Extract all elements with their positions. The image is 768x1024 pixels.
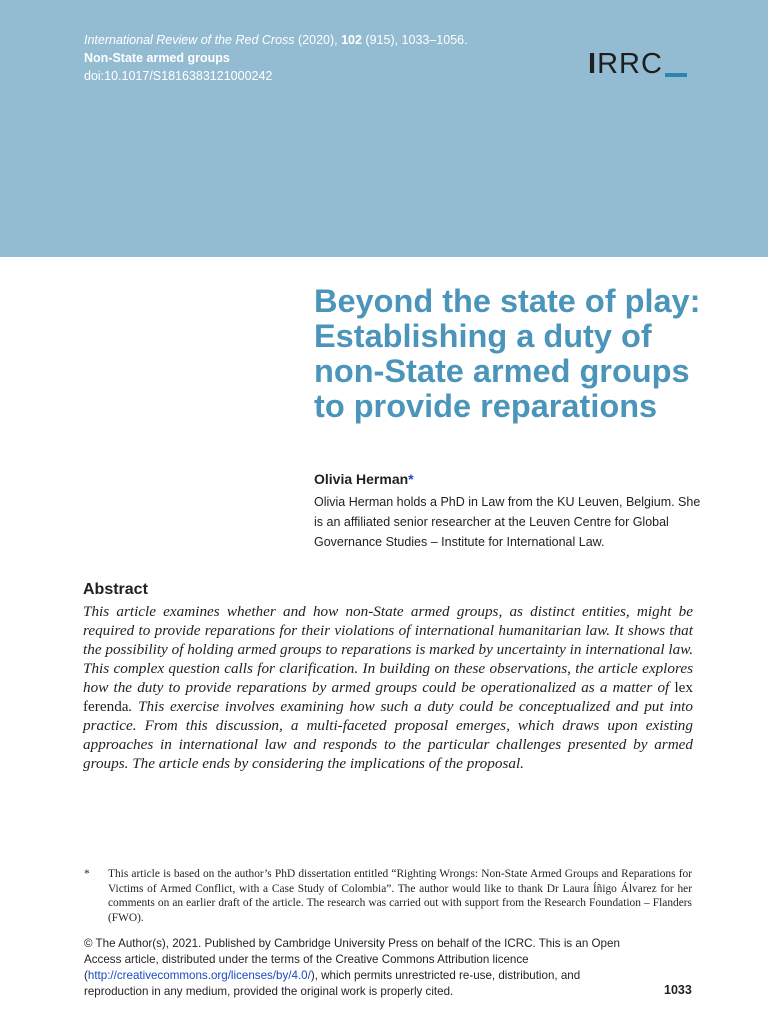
doi-link[interactable]: doi:10.1017/S1816383121000242 xyxy=(84,69,273,83)
journal-volume: 102 xyxy=(341,33,362,47)
irrc-logo xyxy=(588,48,687,80)
citation-line xyxy=(84,31,468,49)
author-bio: Olivia Herman holds a PhD in Law from the KU Leuven, Belgium. She is an affiliated senior researcher at the Leuven Centre for Global Governance Studies – Institute for International Law. xyxy=(314,495,701,549)
license-link[interactable]: http://creativecommons.org/licenses/by/4.0/ xyxy=(87,969,311,982)
journal-issue-pages: (915), 1033–1056. xyxy=(361,33,468,47)
journal-name: International Review of the Red Cross xyxy=(84,33,295,47)
logo-letters: RRC xyxy=(597,48,663,80)
footnote-text: This article is based on the author’s PhD dissertation entitled “Righting Wrongs: Non-State Armed Groups and Reparations for Victims of Armed Conflict, with a Case Study of Colombia”. The author would like to thank Dr Laura Íñigo Álvarez for her comments on an earlier draft of the article. The research was carried out with support from the Research Foundation – Flanders (FWO). xyxy=(108,868,692,924)
journal-year: (2020), xyxy=(294,33,342,47)
abstract-text-part-1: This article examines whether and how non-State armed groups, as distinct entities, might be required to provide reparations for their violations of international humanitarian law. It shows that the possibility of holding armed groups to reparations is marked by uncertainty in international law. This complex question calls for clarification. In building on these observations, the article explores how the duty to provide reparations by armed groups could be operationalized as a matter of xyxy=(83,603,693,696)
footnote xyxy=(84,867,692,925)
license-text-part-2: ), which permits unrestricted re-use, distribution, and reproduction in any medium, provided the original work is properly cited. xyxy=(84,969,581,998)
author-name: Olivia Herman xyxy=(314,471,409,487)
section-label: Non-State armed groups xyxy=(84,51,230,65)
page-number: 1033 xyxy=(664,983,692,997)
license-notice xyxy=(84,936,644,1000)
author-footnote-link[interactable]: * xyxy=(408,471,414,487)
abstract-heading: Abstract xyxy=(83,581,148,598)
footnote-mark: * xyxy=(84,868,90,880)
license-text-part-1: © The Author(s), 2021. Published by Cambridge University Press on behalf of the ICRC. This is an Open Access article, distributed under the terms of the Creative Commons Attribution licence ( xyxy=(84,937,620,982)
logo-bold-letter: I xyxy=(588,48,598,80)
article-title: Beyond the state of play: Establishing a duty of non-State armed groups to provide reparations xyxy=(314,283,701,424)
author-line xyxy=(314,471,414,487)
journal-metadata xyxy=(84,31,468,85)
logo-underscore-bar xyxy=(665,73,687,77)
abstract-text xyxy=(83,602,693,773)
abstract-text-part-2: . This exercise involves examining how such a duty could be conceptualized and put into practice. From this discussion, a multi-faceted proposal emerges, which draws upon existing approaches in international law and responds to the particular challenges presented by armed groups. The article ends by considering the implications of the proposal. xyxy=(83,698,693,772)
abstract-upright-term: lex ferenda xyxy=(83,679,693,715)
